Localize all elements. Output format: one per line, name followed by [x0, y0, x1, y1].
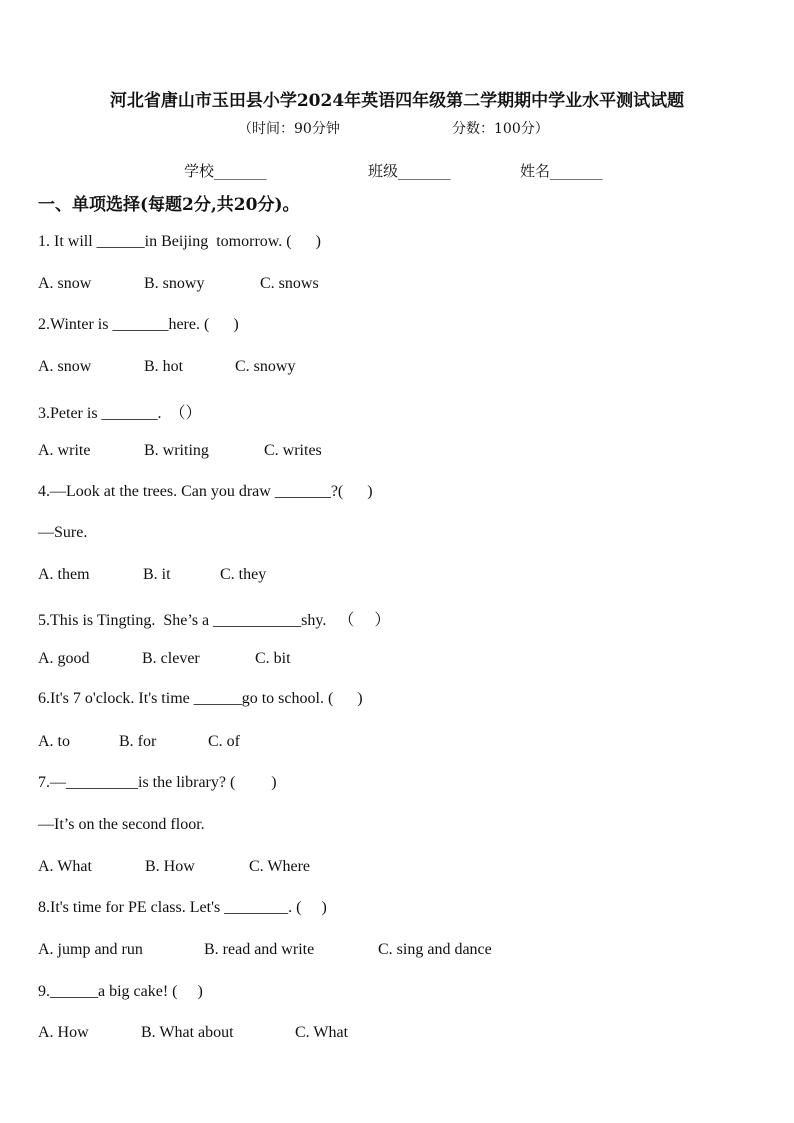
option-a: A. jump and run — [38, 941, 143, 958]
exam-title: 河北省唐山市玉田县小学2024年英语四年级第二学期期中学业水平测试试题 — [109, 91, 685, 111]
option-b: B. hot — [144, 358, 184, 375]
option-b: B. it — [143, 566, 171, 583]
question-stem: 5.This is Tingting. She’s a ___________shy. （ ） — [38, 612, 391, 629]
option-b: B. for — [119, 733, 157, 750]
exam-score: 分数：100分） — [452, 121, 549, 137]
option-c: C. Where — [249, 858, 311, 875]
option-a: A. to — [38, 733, 70, 750]
option-a: A. them — [38, 566, 90, 583]
option-c: C. they — [220, 566, 267, 583]
option-c: C. snows — [260, 275, 319, 292]
option-b: B. snowy — [144, 275, 205, 292]
question-stem: 7.—_________is the library? ( ) — [38, 774, 277, 791]
option-a: A. write — [38, 442, 91, 459]
question-stem: 4.—Look at the trees. Can you draw _______?( ) — [38, 483, 373, 500]
question-stem: 6.It's 7 o'clock. It's time ______go to school. ( ) — [38, 690, 363, 707]
option-c: C. sing and dance — [378, 941, 492, 958]
question-stem: 3.Peter is _______. （） — [38, 405, 202, 422]
name-field: 姓名_______ — [520, 162, 603, 180]
question-stem: 2.Winter is _______here. ( ) — [38, 316, 239, 333]
option-b: B. How — [145, 858, 195, 875]
question-stem: 8.It's time for PE class. Let's ________. ( ) — [38, 899, 327, 916]
class-field: 班级_______ — [368, 162, 451, 180]
option-b: B. writing — [144, 442, 209, 459]
option-a: A. snow — [38, 275, 92, 292]
option-a: A. How — [38, 1024, 89, 1041]
question-stem: 1. It will ______in Beijing tomorrow. ( ) — [38, 233, 321, 250]
option-c: C. What — [295, 1024, 349, 1041]
option-c: C. of — [208, 733, 240, 750]
option-b: B. What about — [141, 1024, 234, 1041]
school-field: 学校_______ — [184, 162, 267, 180]
exam-time: （时间：90分钟 — [238, 121, 340, 137]
option-a: A. good — [38, 650, 90, 667]
option-a: A. What — [38, 858, 92, 875]
option-b: B. read and write — [204, 941, 315, 958]
question-stem: 9.______a big cake! ( ) — [38, 983, 203, 1000]
question-answer-line: —Sure. — [38, 524, 88, 541]
option-c: C. writes — [264, 442, 322, 459]
option-c: C. snowy — [235, 358, 296, 375]
section-title: 一、单项选择(每题2分,共20分)。 — [38, 195, 300, 215]
option-a: A. snow — [38, 358, 92, 375]
option-c: C. bit — [255, 650, 291, 667]
option-b: B. clever — [142, 650, 200, 667]
question-answer-line: —It’s on the second floor. — [38, 816, 205, 833]
